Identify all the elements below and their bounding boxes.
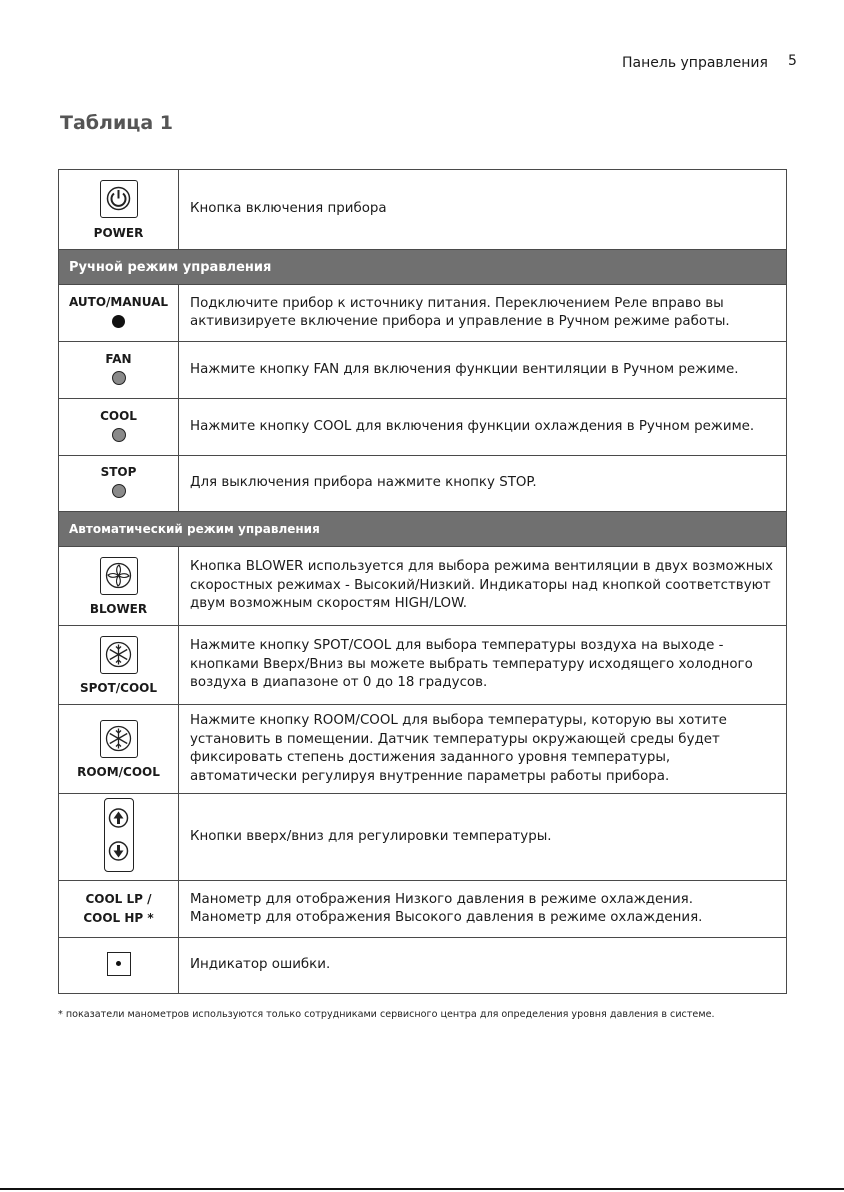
spot-cool-label: SPOT/COOL xyxy=(79,681,158,695)
error-description: Индикатор ошибки. xyxy=(179,938,787,994)
button-dot-icon xyxy=(112,428,126,442)
icon-cell xyxy=(59,626,179,705)
table-row xyxy=(59,342,787,399)
section-header-auto xyxy=(59,512,787,547)
table-title: Таблица 1 xyxy=(60,112,174,134)
icon-cell xyxy=(59,285,179,342)
fan-label: FAN xyxy=(105,351,132,366)
updown-description: Кнопки вверх/вниз для регулировки температуры. xyxy=(179,794,787,881)
indicator-light-icon xyxy=(112,315,125,328)
table-row xyxy=(59,794,787,881)
icon-cell xyxy=(59,399,179,456)
page-number: 5 xyxy=(788,53,797,69)
table-row xyxy=(59,170,787,250)
table-row xyxy=(59,399,787,456)
blower-label: BLOWER xyxy=(89,602,148,616)
stop-description: Для выключения прибора нажмите кнопку STOP. xyxy=(179,456,787,512)
cool-description: Нажмите кнопку COOL для включения функции охлаждения в Ручном режиме. xyxy=(179,399,787,456)
up-down-buttons xyxy=(104,798,134,872)
gauge-hp-description: Манометр для отображения Высокого давления в режиме охлаждения. xyxy=(190,910,703,925)
icon-cell xyxy=(59,342,179,399)
arrow-up-icon xyxy=(109,809,127,827)
icon-cell xyxy=(59,938,179,994)
table-row xyxy=(59,881,787,938)
section-title: Автоматический режим управления xyxy=(59,512,787,547)
icon-cell xyxy=(59,547,179,626)
blower-description: Кнопка BLOWER используется для выбора режима вентиляции в двух возможных скоростных режимах - Высокий/Низкий. Индикаторы над кнопкой соответствуют двум возможным скоростям HIGH/LOW. xyxy=(179,547,787,626)
fan-icon xyxy=(100,557,138,595)
icon-cell xyxy=(59,881,179,938)
stop-label: STOP xyxy=(100,465,137,479)
table-row xyxy=(59,456,787,512)
table-row xyxy=(59,705,787,794)
footnote: * показатели манометров используются только сотрудниками сервисного центра для определения уровня давления в системе. xyxy=(58,1009,715,1020)
gauges-description xyxy=(179,881,787,938)
gauge-lp-description: Манометр для отображения Низкого давления в режиме охлаждения. xyxy=(190,891,693,907)
icon-cell xyxy=(59,170,179,250)
page-bottom-rule xyxy=(0,1188,844,1190)
table-row xyxy=(59,285,787,342)
fan-description: Нажмите кнопку FAN для включения функции вентиляции в Ручном режиме. xyxy=(179,342,787,399)
icon-cell xyxy=(59,705,179,794)
power-label: POWER xyxy=(93,226,144,240)
auto-manual-description: Подключите прибор к источнику питания. Переключением Реле вправо вы активизируете включение прибора и управление в Ручном режиме работы. xyxy=(179,285,787,342)
room-cool-description: Нажмите кнопку ROOM/COOL для выбора температуры, которую вы хотите установить в помещении. Датчик температуры окружающей среды будет фиксировать степень достижения заданного уровня температуры, автоматически регулируя внутренние параметры работы прибора. xyxy=(179,705,787,794)
spot-cool-description: Нажмите кнопку SPOT/COOL для выбора температуры воздуха на выходе - кнопками Вверх/Вниз вы можете выбрать температуру исходящего холодного воздуха в диапазоне от 0 до 18 градусов. xyxy=(179,626,787,705)
cool-label: COOL xyxy=(100,408,137,423)
icon-cell xyxy=(59,794,179,881)
section-header-manual xyxy=(59,250,787,285)
snowflake-icon xyxy=(100,720,138,758)
gauges-label-line1: COOL LP / xyxy=(85,892,152,906)
running-header-title: Панель управления xyxy=(622,55,768,71)
icon-cell xyxy=(59,456,179,512)
auto-manual-label: AUTO/MANUAL xyxy=(68,294,168,309)
power-icon xyxy=(100,180,138,218)
gauges-label-line2: COOL HP * xyxy=(83,911,154,925)
table-row xyxy=(59,626,787,705)
power-description: Кнопка включения прибора xyxy=(179,170,787,250)
arrow-down-icon xyxy=(109,842,127,860)
room-cool-label: ROOM/COOL xyxy=(77,765,160,779)
button-dot-icon xyxy=(112,484,126,498)
snowflake-icon xyxy=(100,636,138,674)
error-indicator-icon xyxy=(107,952,131,976)
table-row xyxy=(59,547,787,626)
section-title: Ручной режим управления xyxy=(59,250,787,285)
control-panel-table xyxy=(58,169,787,994)
table-row xyxy=(59,938,787,994)
button-dot-icon xyxy=(112,371,126,385)
